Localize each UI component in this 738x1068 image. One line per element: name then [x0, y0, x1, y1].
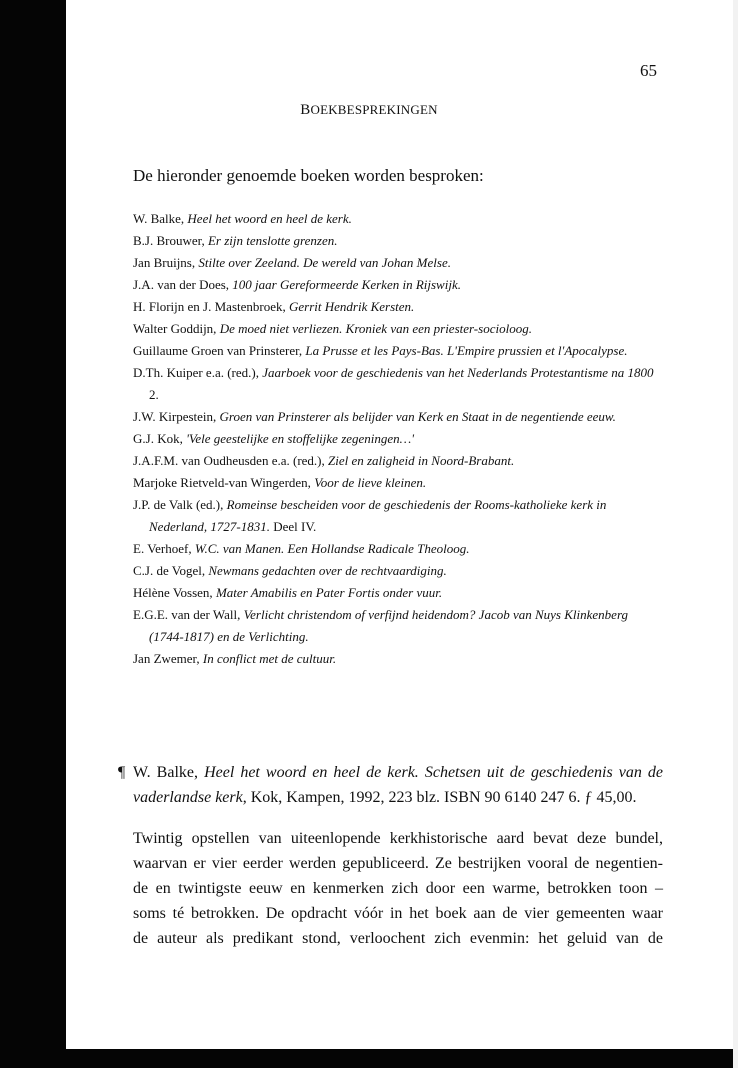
book-title: Jaarboek voor de geschiedenis van het Nederlands Protestantisme na 1800 [262, 365, 654, 380]
book-author: E.G.E. van der Wall, [133, 607, 244, 622]
review-body-line: de auteur als predikant stond, verloochent zich evenmin: het geluid van de [133, 930, 663, 947]
book-author: J.A.F.M. van Oudheusden e.a. (red.), [133, 453, 328, 468]
section-heading-initial: B [300, 102, 311, 118]
book-list-item [133, 208, 663, 230]
book-list-item [133, 274, 663, 296]
book-list-item [133, 428, 663, 450]
book-author: Walter Goddijn, [133, 321, 220, 336]
book-suffix: Deel IV. [269, 519, 317, 534]
book-title: Heel het woord en heel de kerk. [187, 211, 352, 226]
review-body-line: soms té betrokken. De opdracht vóór in het boek aan de vier gemeenten waar [133, 905, 663, 922]
book-list-item [133, 340, 663, 362]
pilcrow-mark: ¶ [118, 764, 126, 781]
section-heading [0, 102, 738, 119]
book-author: Hélène Vossen, [133, 585, 216, 600]
review-body-line: de en twintigste eeuw en kenmerken zich door een warme, betrokken toon – [133, 880, 663, 897]
scan-border-right [733, 0, 738, 1068]
book-title: Newmans gedachten over de rechtvaardiging. [208, 563, 447, 578]
book-author: Guillaume Groen van Prinsterer, [133, 343, 306, 358]
book-title: 'Vele geestelijke en stoffelijke zegeningen…' [186, 431, 415, 446]
book-list-item [133, 648, 663, 670]
book-title: Voor de lieve kleinen. [314, 475, 427, 490]
book-title: Ziel en zaligheid in Noord-Brabant. [328, 453, 515, 468]
review-body-line: waarvan er vier eerder werden gepubliceerd. Ze bestrijken vooral de negentien- [133, 855, 663, 872]
scan-border-bottom [0, 1049, 738, 1068]
review-citation-text [133, 760, 663, 810]
book-list-item [133, 450, 663, 472]
book-title: 100 jaar Gereformeerde Kerken in Rijswijk. [232, 277, 461, 292]
review-author: W. Balke, [133, 764, 205, 781]
book-author: B.J. Brouwer, [133, 233, 208, 248]
review-citation [118, 760, 663, 810]
book-author: J.A. van der Does, [133, 277, 233, 292]
book-title: Gerrit Hendrik Kersten. [288, 299, 415, 314]
scan-border-left [0, 0, 66, 1068]
book-suffix: 2. [149, 387, 159, 402]
book-author: Jan Zwemer, [133, 651, 203, 666]
book-title: La Prusse et les Pays-Bas. L'Empire prussien et l'Apocalypse. [305, 343, 628, 358]
book-list-item [133, 582, 663, 604]
book-author: E. Verhoef, [133, 541, 195, 556]
book-author: J.P. de Valk (ed.), [133, 497, 227, 512]
book-author: C.J. de Vogel, [133, 563, 209, 578]
book-list-item [133, 230, 663, 252]
book-list-item [133, 296, 663, 318]
book-list-item [133, 604, 663, 648]
book-author: D.Th. Kuiper e.a. (red.), [133, 365, 263, 380]
book-list [133, 208, 663, 670]
book-author: G.J. Kok, [133, 431, 187, 446]
book-list-item [133, 560, 663, 582]
book-author: W. Balke, [133, 211, 188, 226]
book-list-item [133, 494, 663, 538]
book-list-item [133, 318, 663, 340]
book-title: Verlicht christendom of verfijnd heidendom? Jacob van Nuys Klinkenberg (1744-1817) en de Verlichting. [149, 607, 629, 644]
book-author: Marjoke Rietveld-van Wingerden, [133, 475, 315, 490]
book-author: J.W. Kirpestein, [133, 409, 220, 424]
book-list-item [133, 406, 663, 428]
review-body [133, 826, 663, 951]
book-title: Mater Amabilis en Pater Fortis onder vuur. [215, 585, 443, 600]
book-list-item [133, 362, 663, 406]
book-title: Groen van Prinsterer als belijder van Kerk en Staat in de negentiende eeuw. [219, 409, 616, 424]
review-publication: , Kok, Kampen, 1992, 223 blz. ISBN 90 6140 247 6. ƒ 45,00. [242, 789, 637, 806]
page-number: 65 [640, 61, 657, 80]
book-title: Er zijn tenslotte grenzen. [207, 233, 338, 248]
review-body-line: Twintig opstellen van uiteenlopende kerkhistorische aard bevat deze bundel, [133, 830, 663, 847]
book-list-item [133, 252, 663, 274]
book-author: H. Florijn en J. Mastenbroek, [133, 299, 289, 314]
book-title: Romeinse bescheiden voor de geschiedenis der Rooms-katholieke kerk in Nederland, 1727-1831. [149, 497, 607, 534]
book-title: De moed niet verliezen. Kroniek van een priester-socioloog. [219, 321, 532, 336]
book-title: W.C. van Manen. Een Hollandse Radicale Theoloog. [194, 541, 470, 556]
book-list-item [133, 472, 663, 494]
book-list-item [133, 538, 663, 560]
book-title: In conflict met de cultuur. [202, 651, 337, 666]
review-title: Heel het woord en heel de kerk. Schetsen uit de geschiedenis van de vaderlandse kerk [133, 764, 664, 806]
intro-text: De hieronder genoemde boeken worden besproken: [133, 166, 484, 185]
section-heading-rest: OEKBESPREKINGEN [310, 102, 438, 117]
book-title: Stilte over Zeeland. De wereld van Johan Melse. [198, 255, 451, 270]
book-author: Jan Bruijns, [133, 255, 199, 270]
